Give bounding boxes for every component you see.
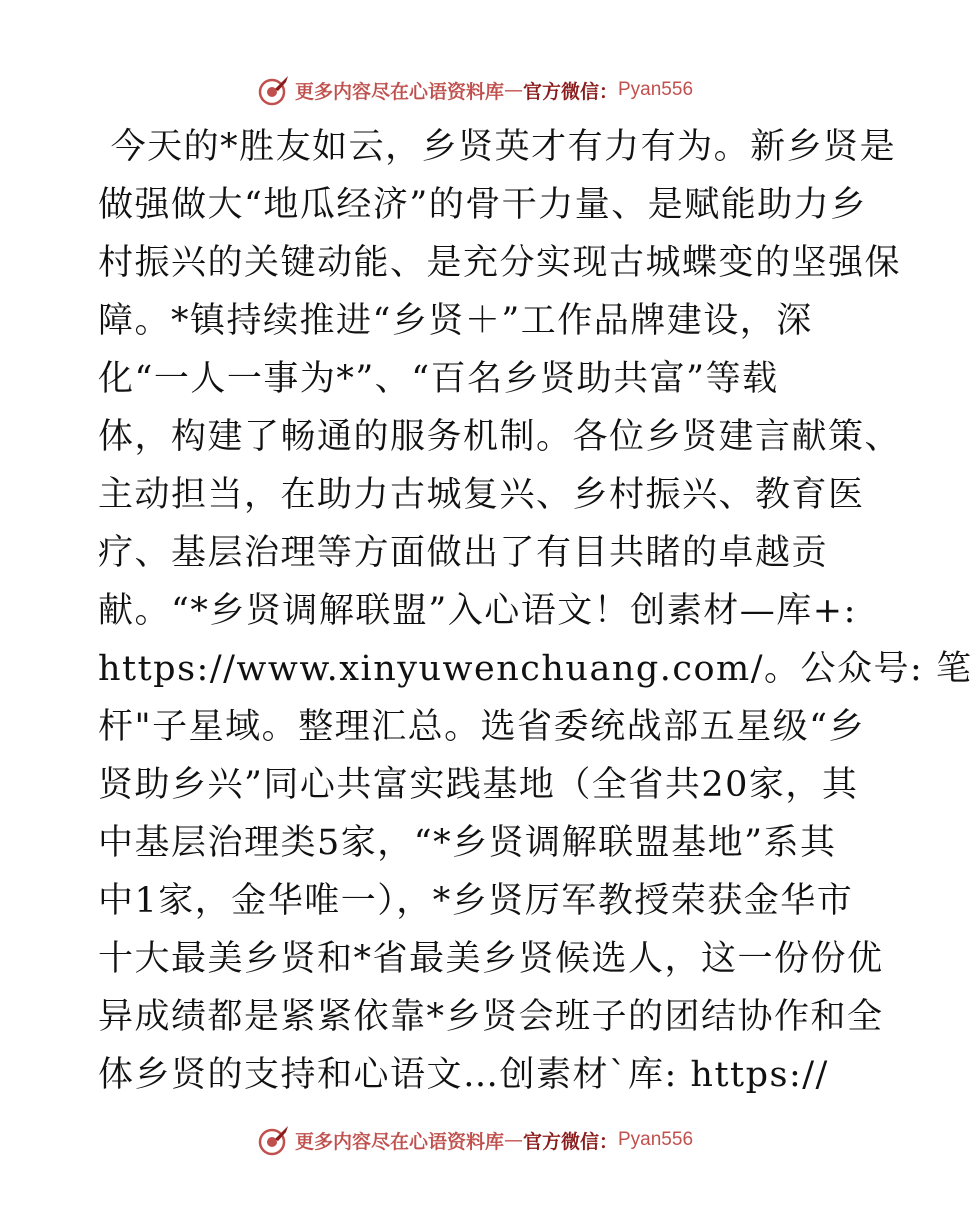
document-body (98, 118, 972, 1104)
body-line: 异成绩都是紧紧依靠*乡贤会班子的团结协作和全 (98, 997, 884, 1037)
header-wechat-id: Pyan556 (618, 79, 694, 100)
header-banner-text: 更多内容尽在心语资料库 (294, 80, 504, 103)
body-line: 体乡贤的支持和心语文…创素材`库: https:// (98, 1055, 829, 1095)
body-line: 中1家，金华唯一），*乡贤厉军教授荣获金华市 (98, 881, 854, 921)
footer-banner (0, 1120, 950, 1160)
footer-wechat-id: Pyan556 (618, 1129, 694, 1150)
header-official-label: 官方微信： (522, 80, 618, 103)
body-line: https://www.xinyuwenchuang.com/。公众号: 笔 (98, 649, 972, 689)
body-line: 贤助乡兴”同心共富实践基地（全省共20家，其 (98, 765, 859, 805)
footer-official-label: 官方微信： (522, 1130, 618, 1153)
footer-banner-separator: — (503, 1129, 523, 1151)
body-line: 献。“*乡贤调解联盟”入心语文！创素材—库+: (98, 591, 857, 631)
body-line: 今天的*胜友如云，乡贤英才有力有为。新乡贤是 (98, 127, 897, 167)
header-banner (0, 70, 950, 110)
body-line: 障。*镇持续推进“乡贤＋”工作品牌建设，深 (98, 301, 813, 341)
body-line: 做强做大“地瓜经济”的骨干力量、是赋能助力乡 (98, 185, 867, 225)
body-line: 体，构建了畅通的服务机制。各位乡贤建言献策、 (98, 417, 902, 457)
body-line: 杆"子星域。整理汇总。选省委统战部五星级“乡 (98, 707, 865, 747)
body-line: 村振兴的关键动能、是充分实现古城蝶变的坚强保 (98, 243, 902, 283)
quill-logo-icon (257, 1123, 291, 1157)
body-line: 中基层治理类5家，“*乡贤调解联盟基地”系其 (98, 823, 837, 863)
body-line: 疗、基层治理等方面做出了有目共睹的卓越贡 (98, 533, 829, 573)
body-line: 十大最美乡贤和*省最美乡贤候选人，这一份份优 (98, 939, 884, 979)
body-line: 化“一人一事为*”、“百名乡贤助共富”等载 (98, 359, 779, 399)
footer-banner-text: 更多内容尽在心语资料库 (294, 1130, 504, 1153)
quill-logo-icon (257, 73, 291, 107)
body-line: 主动担当，在助力古城复兴、乡村振兴、教育医 (98, 475, 865, 515)
header-banner-separator: — (503, 79, 523, 101)
